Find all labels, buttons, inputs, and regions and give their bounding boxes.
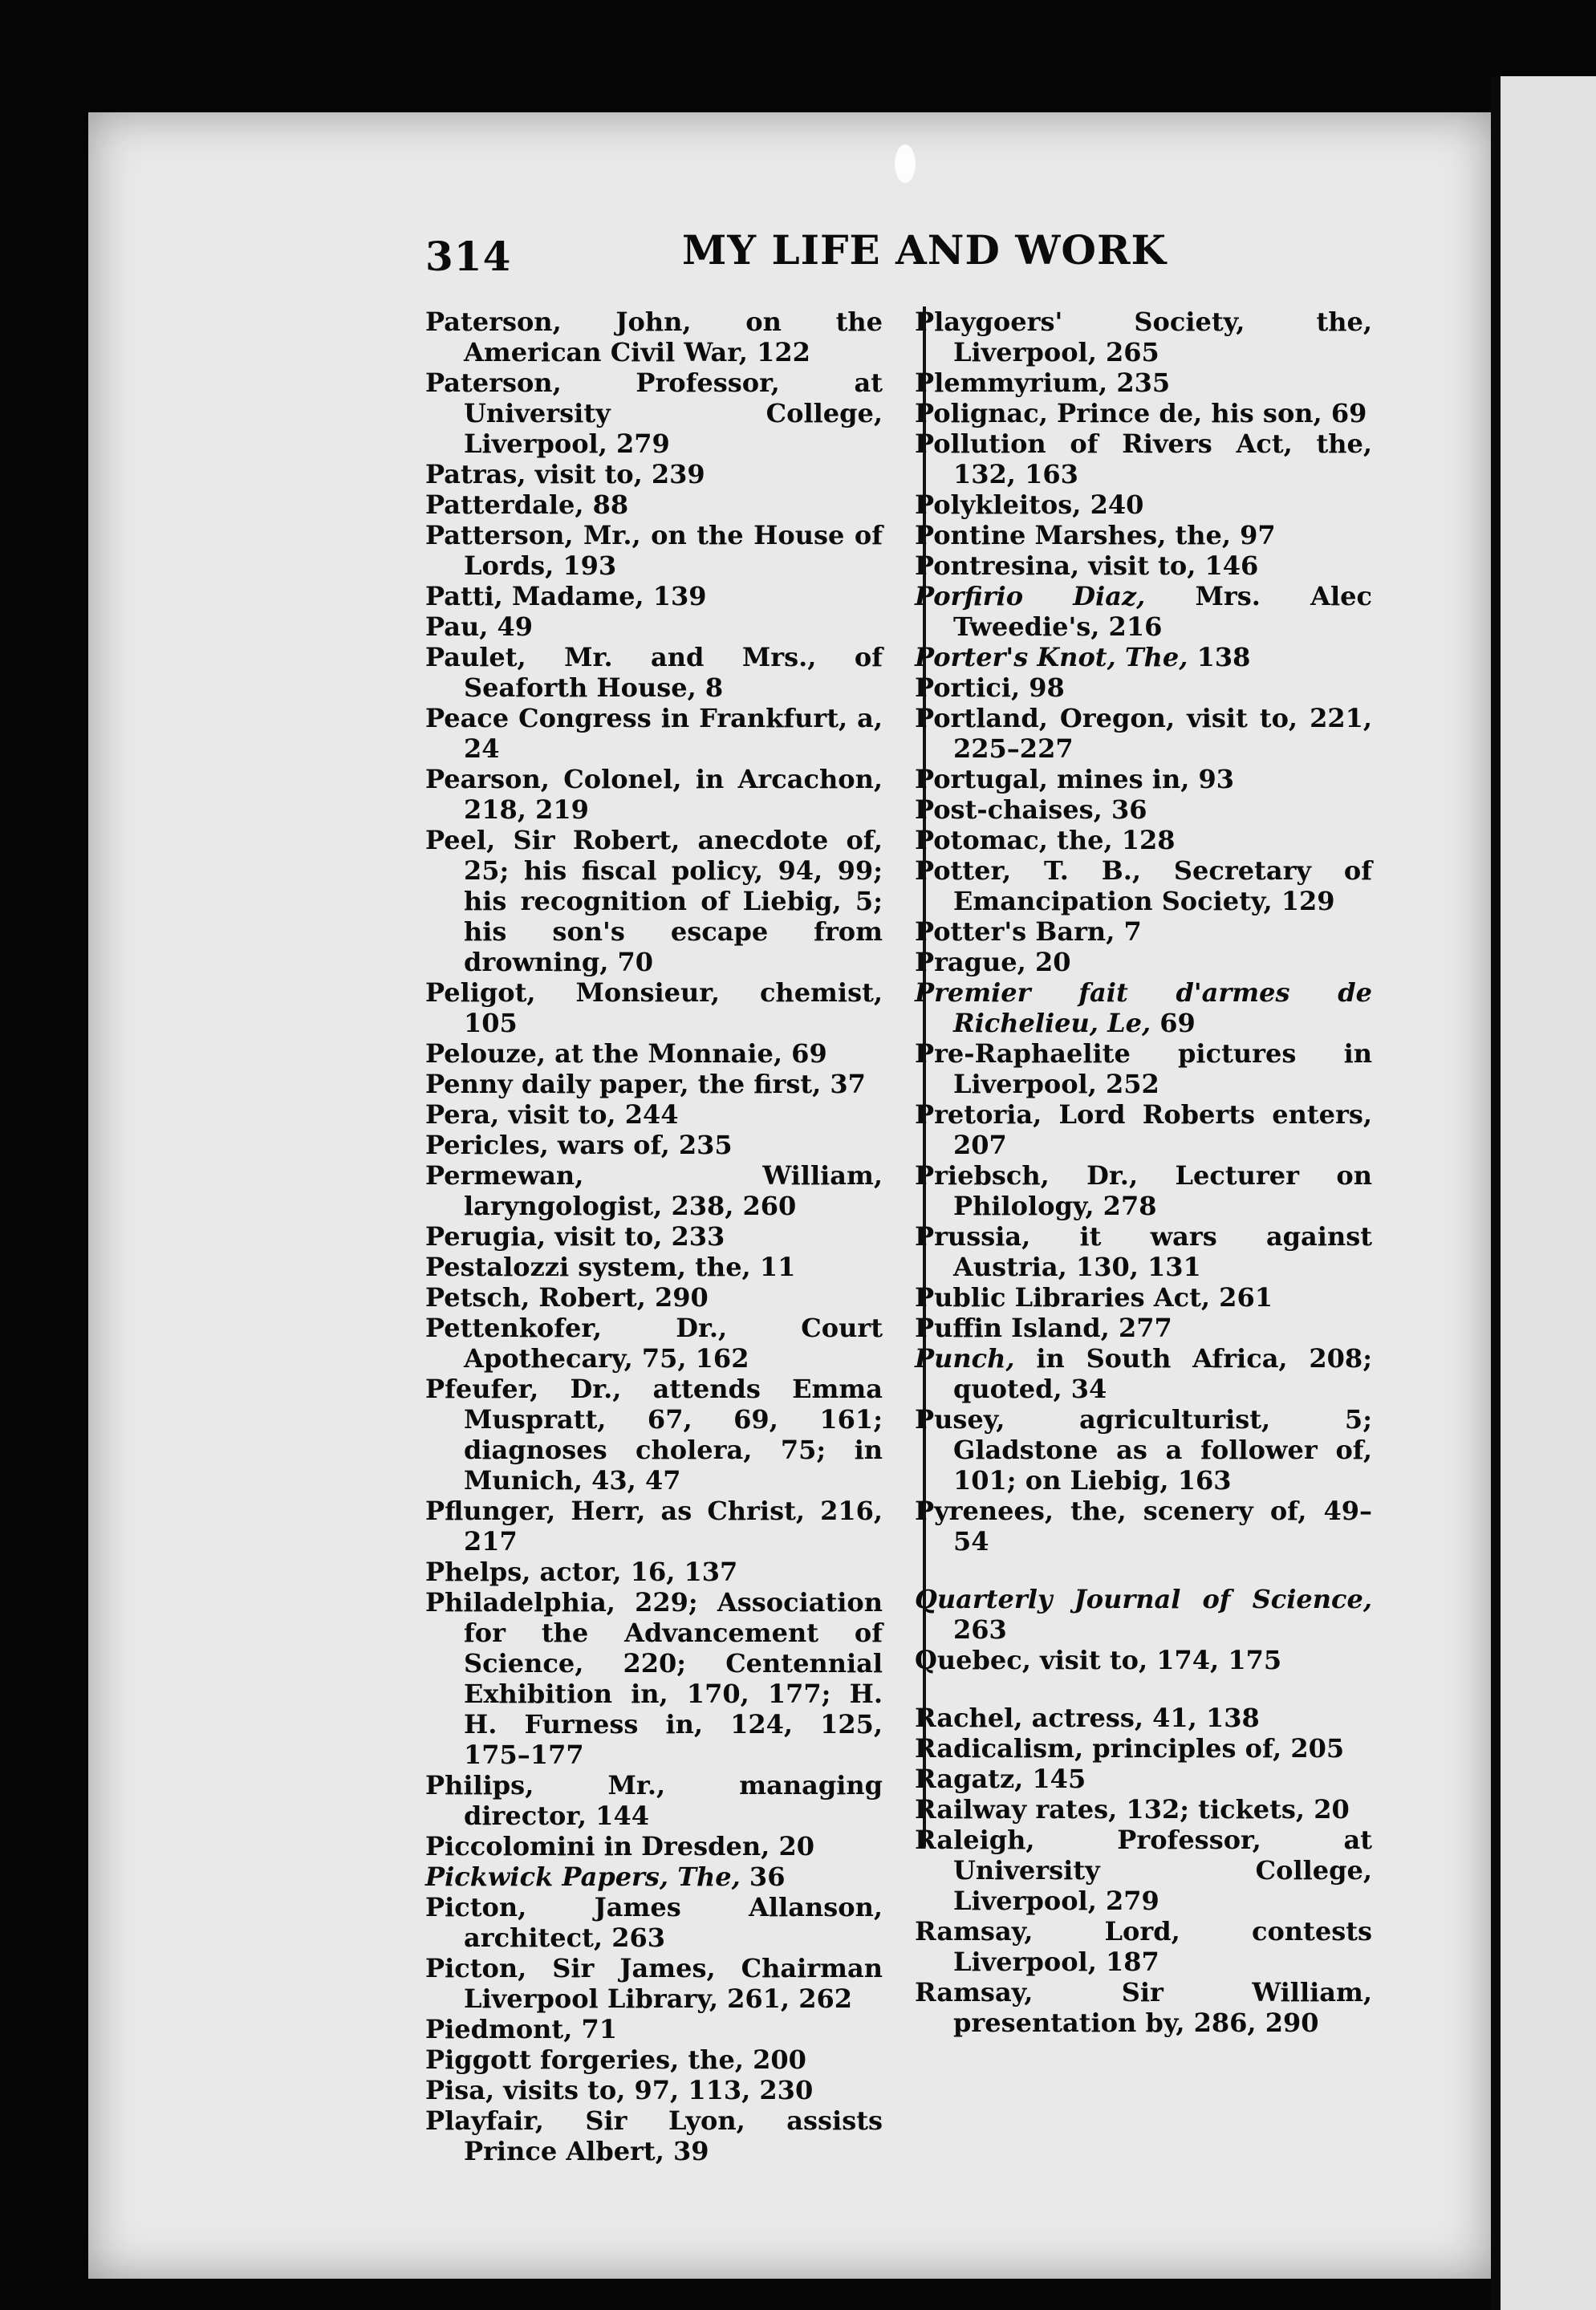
index-entry [425,2105,883,2166]
index-entry-text: Peligot, Monsieur, chemist, 105 [425,977,883,1038]
index-entry-text: Pontresina, visit to, 146 [915,550,1259,581]
index-entry-text: Permewan, William, laryngologist, 238, 260 [425,1160,883,1221]
index-entry [915,947,1372,977]
index-entry [425,825,883,977]
facing-page-edge [1501,76,1596,2310]
index-entry [915,1496,1372,1557]
index-entry-text: Philips, Mr., managing director, 144 [425,1770,883,1831]
index-entry [915,1703,1372,1733]
index-entry [915,1404,1372,1496]
index-entry-text: Radicalism, principles of, 205 [915,1733,1345,1764]
index-entry [915,1977,1372,2038]
index-column-right [915,307,1372,2038]
index-entry [425,2075,883,2105]
index-entry [425,1221,883,1252]
index-entry-text: Ragatz, 145 [915,1764,1086,1794]
index-entry [425,977,883,1038]
index-entry [425,459,883,489]
index-entry-text: Picton, Sir James, Chairman Liverpool Library, 261, 262 [425,1953,883,2014]
index-entry [915,794,1372,825]
index-entry [915,1825,1372,1916]
index-entry-text: Pollution of Rivers Act, the, 132, 163 [915,428,1372,489]
index-entry [915,367,1372,398]
index-entry-text: Ramsay, Sir William, presentation by, 286, 290 [915,1977,1372,2038]
index-entry-text: Petsch, Robert, 290 [425,1282,709,1313]
index-entry [425,1831,883,1861]
index-entry [915,581,1372,642]
index-entry-text: Pera, visit to, 244 [425,1099,679,1130]
index-entry-text: Piccolomini in Dresden, 20 [425,1831,814,1861]
index-entry-text: Pelouze, at the Monnaie, 69 [425,1038,827,1069]
index-entry [915,764,1372,794]
index-entry [915,1794,1372,1825]
index-entry [915,1160,1372,1221]
index-entry-text: Patterdale, 88 [425,489,629,520]
index-entry-text: Potomac, the, 128 [915,825,1176,855]
index-entry [425,581,883,611]
index-entry [915,520,1372,550]
index-entry-text: Phelps, actor, 16, 137 [425,1557,738,1587]
index-entry [915,703,1372,764]
index-entry [425,1160,883,1221]
index-entry-text: Pau, 49 [425,611,534,642]
index-entry [425,642,883,703]
index-entry-text: Pflunger, Herr, as Christ, 216, 217 [425,1496,883,1557]
index-entry-text: Pearson, Colonel, in Arcachon, 218, 219 [425,764,883,825]
index-entry [425,1038,883,1069]
index-entry [915,916,1372,947]
index-entry-text: Potter's Barn, 7 [915,916,1142,947]
index-entry-text: Pisa, visits to, 97, 113, 230 [425,2075,814,2105]
index-entry [915,1099,1372,1160]
index-entry-title: Punch, [915,1343,1015,1374]
index-entry-text: Portland, Oregon, visit to, 221, 225–227 [915,703,1372,764]
index-entry [915,977,1372,1038]
index-entry-text: Puffin Island, 277 [915,1313,1172,1343]
index-entry-title: Porter's Knot, The, [915,642,1188,672]
index-column-left [425,307,883,2166]
index-entry-text: Pretoria, Lord Roberts enters, 207 [915,1099,1372,1160]
index-entry [915,1282,1372,1313]
index-entry-text: Paterson, Professor, at University College, Liverpool, 279 [425,367,883,459]
index-entry-text: Pettenkofer, Dr., Court Apothecary, 75, 162 [425,1313,883,1374]
index-entry-text: Perugia, visit to, 233 [425,1221,725,1252]
index-entry-text: Portici, 98 [915,672,1065,703]
index-entry-title: Pickwick Papers, The, [425,1861,741,1892]
index-entry [915,1584,1372,1645]
index-entry-text: Pericles, wars of, 235 [425,1130,733,1160]
index-entry-text: Pestalozzi system, the, 11 [425,1252,796,1282]
index-entry-text: Paulet, Mr. and Mrs., of Seaforth House, 8 [425,642,883,703]
index-entry [915,1343,1372,1404]
index-entry-text: 138 [1188,642,1251,672]
index-entry [915,1313,1372,1343]
index-entry [915,1645,1372,1675]
running-title: MY LIFE AND WORK [682,226,1167,274]
index-entry [425,1374,883,1496]
index-entry-text: Philadelphia, 229; Association for the Advancement of Science, 220; Centennial Exhibition in, 170, 177; H. H. Furness in, 124, 125, 175–177 [425,1587,883,1770]
index-entry [425,1587,883,1770]
index-entry [425,1496,883,1557]
index-entry [425,367,883,459]
index-entry-text: Penny daily paper, the first, 37 [425,1069,866,1099]
index-entry [915,428,1372,489]
index-entry-text: Patterson, Mr., on the House of Lords, 193 [425,520,883,581]
index-entry-text: Piggott forgeries, the, 200 [425,2044,806,2075]
index-entry [425,703,883,764]
index-entry-text: Portugal, mines in, 93 [915,764,1235,794]
index-entry-text: Quebec, visit to, 174, 175 [915,1645,1282,1675]
index-entry [915,1038,1372,1099]
index-entry-text: Pusey, agriculturist, 5; Gladstone as a follower of, 101; on Liebig, 163 [915,1404,1372,1496]
index-entry [915,489,1372,520]
index-entry [425,1953,883,2014]
index-entry [915,642,1372,672]
index-entry [425,2014,883,2044]
index-entry-text: Patti, Madame, 139 [425,581,707,611]
index-entry-text: Pontine Marshes, the, 97 [915,520,1276,550]
index-entry [425,1252,883,1282]
index-entry-text: Paterson, John, on the American Civil War, 122 [425,307,883,367]
index-entry-text: Pfeufer, Dr., attends Emma Muspratt, 67, 69, 161; diagnoses cholera, 75; in Munich, 43, 47 [425,1374,883,1496]
index-entry [425,1892,883,1953]
index-entry [915,1221,1372,1282]
paper-speck [895,144,916,183]
index-entry [915,825,1372,855]
index-entry-text: Prague, 20 [915,947,1071,977]
index-entry [425,1130,883,1160]
index-entry-text: Playgoers' Society, the, Liverpool, 265 [915,307,1372,367]
index-entry [425,1770,883,1831]
index-entry [915,550,1372,581]
index-entry-text: Patras, visit to, 239 [425,459,705,489]
index-entry [425,764,883,825]
index-entry [425,1099,883,1130]
index-entry [915,1916,1372,1977]
index-entry-text: Potter, T. B., Secretary of Emancipation Society, 129 [915,855,1372,916]
index-entry-title: Porfirio Diaz, [915,581,1146,611]
index-entry-text: Ramsay, Lord, contests Liverpool, 187 [915,1916,1372,1977]
index-entry-text: Polignac, Prince de, his son, 69 [915,398,1367,428]
index-entry [425,1861,883,1892]
index-entry [425,1313,883,1374]
index-entry [425,307,883,367]
index-entry [915,307,1372,367]
index-entry-text: Mrs. Alec Tweedie's, 216 [953,581,1372,642]
index-entry-text: Prussia, it wars against Austria, 130, 131 [915,1221,1372,1282]
index-entry [915,1764,1372,1794]
index-entry-text: Public Libraries Act, 261 [915,1282,1273,1313]
index-entry [425,1069,883,1099]
index-entry-text: Polykleitos, 240 [915,489,1144,520]
index-entry-text: 69 [1151,1008,1196,1038]
index-entry-text: in South Africa, 208; quoted, 34 [953,1343,1372,1404]
index-entry-title: Quarterly Journal of Science, [915,1584,1372,1614]
index-entry [425,2044,883,2075]
index-entry-text: Plemmyrium, 235 [915,367,1171,398]
index-entry-text: Pyrenees, the, scenery of, 49–54 [915,1496,1372,1557]
index-entry-text: 36 [740,1861,786,1892]
index-entry-text: Peace Congress in Frankfurt, a, 24 [425,703,883,764]
index-entry [915,398,1372,428]
index-entry-text: Piedmont, 71 [425,2014,618,2044]
index-entry-text: Priebsch, Dr., Lecturer on Philology, 278 [915,1160,1372,1221]
index-entry-text: Pre-Raphaelite pictures in Liverpool, 252 [915,1038,1372,1099]
index-entry [425,489,883,520]
index-entry [915,672,1372,703]
index-entry-text: Raleigh, Professor, at University College, Liverpool, 279 [915,1825,1372,1916]
index-entry [915,1733,1372,1764]
index-entry-text: Picton, James Allanson, architect, 263 [425,1892,883,1953]
page-number: 314 [425,233,512,280]
index-entry-text: Railway rates, 132; tickets, 20 [915,1794,1350,1825]
index-entry-text: Playfair, Sir Lyon, assists Prince Albert, 39 [425,2105,883,2166]
index-entry-title: Premier fait d'armes de Richelieu, Le, [915,977,1372,1038]
index-entry-text: Peel, Sir Robert, anecdote of, 25; his fiscal policy, 94, 99; his recognition of Liebig, 5; his son's escape from drowning, 70 [425,825,883,977]
index-entry-text: Rachel, actress, 41, 138 [915,1703,1260,1733]
index-entry [425,1557,883,1587]
index-entry [425,520,883,581]
index-entry-text: 263 [953,1614,1007,1645]
index-entry-text: Post-chaises, 36 [915,794,1147,825]
index-entry [425,1282,883,1313]
index-entry [425,611,883,642]
index-entry [915,855,1372,916]
